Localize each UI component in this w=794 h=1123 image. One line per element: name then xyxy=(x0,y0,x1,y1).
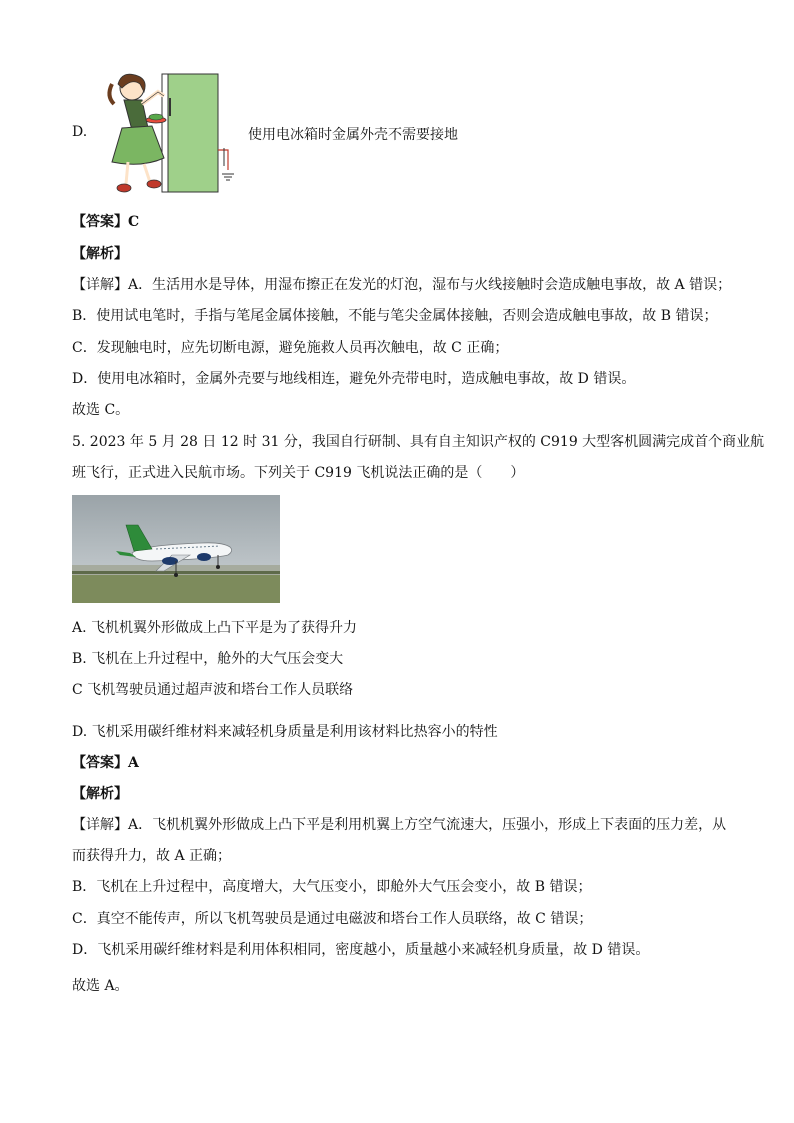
q5-detail-b: B．飞机在上升过程中，高度增大，大气压变小，即舱外大气压会变小，故 B 错误； xyxy=(72,879,592,895)
q4-analysis-title: 【解析】 xyxy=(72,246,128,262)
q4-answer: 【答案】C xyxy=(72,214,140,230)
option-d-text: 使用电冰箱时金属外壳不需要接地 xyxy=(248,127,458,143)
q5-option-b: B. 飞机在上升过程中，舱外的大气压会变大 xyxy=(72,651,344,667)
q5-stem-line1: 5. 2023 年 5 月 28 日 12 时 31 分，我国自行研制、具有自主知识产权的 C919 大型客机圆满完成首个商业航 xyxy=(72,434,765,450)
q5-detail-a2: 而获得升力，故 A 正确； xyxy=(72,848,232,864)
girl-fridge-illustration xyxy=(92,70,252,200)
q4-detail-c: C．发现触电时，应先切断电源，避免施救人员再次触电，故 C 正确； xyxy=(72,340,509,356)
q5-detail-d: D．飞机采用碳纤维材料是利用体积相同，密度越小，质量越小来减轻机身质量，故 D 错误。 xyxy=(72,942,650,958)
q5-detail-a1: 【详解】A．飞机机翼外形做成上凸下平是利用机翼上方空气流速大，压强小，形成上下表面的压力差，从 xyxy=(72,817,727,833)
q5-stem-line2: 班飞行，正式进入民航市场。下列关于 C919 飞机说法正确的是（ ） xyxy=(72,465,525,481)
q4-detail-b: B．使用试电笔时，手指与笔尾金属体接触，不能与笔尖金属体接触，否则会造成触电事故，故 B 错误； xyxy=(72,308,718,324)
q4-choose: 故选 C。 xyxy=(72,402,130,418)
q4-detail-d: D．使用电冰箱时，金属外壳要与地线相连，避免外壳带电时，造成触电事故，故 D 错误。 xyxy=(72,371,636,387)
q5-choose: 故选 A。 xyxy=(72,978,129,994)
q5-answer: 【答案】A xyxy=(72,755,139,771)
q5-detail-c: C．真空不能传声，所以飞机驾驶员是通过电磁波和塔台工作人员联络，故 C 错误； xyxy=(72,911,593,927)
q4-detail-a: 【详解】A．生活用水是导体，用湿布擦正在发光的灯泡，湿布与火线接触时会造成触电事故，故 A 错误； xyxy=(72,277,732,293)
q5-option-a: A. 飞机机翼外形做成上凸下平是为了获得升力 xyxy=(72,620,358,636)
q5-option-d: D. 飞机采用碳纤维材料来减轻机身质量是利用该材料比热容小的特性 xyxy=(72,724,498,740)
option-d-label: D. xyxy=(72,124,88,140)
q5-option-c: C 飞机驾驶员通过超声波和塔台工作人员联络 xyxy=(72,682,354,698)
c919-airplane-photo xyxy=(72,495,280,603)
q5-analysis-title: 【解析】 xyxy=(72,786,128,802)
